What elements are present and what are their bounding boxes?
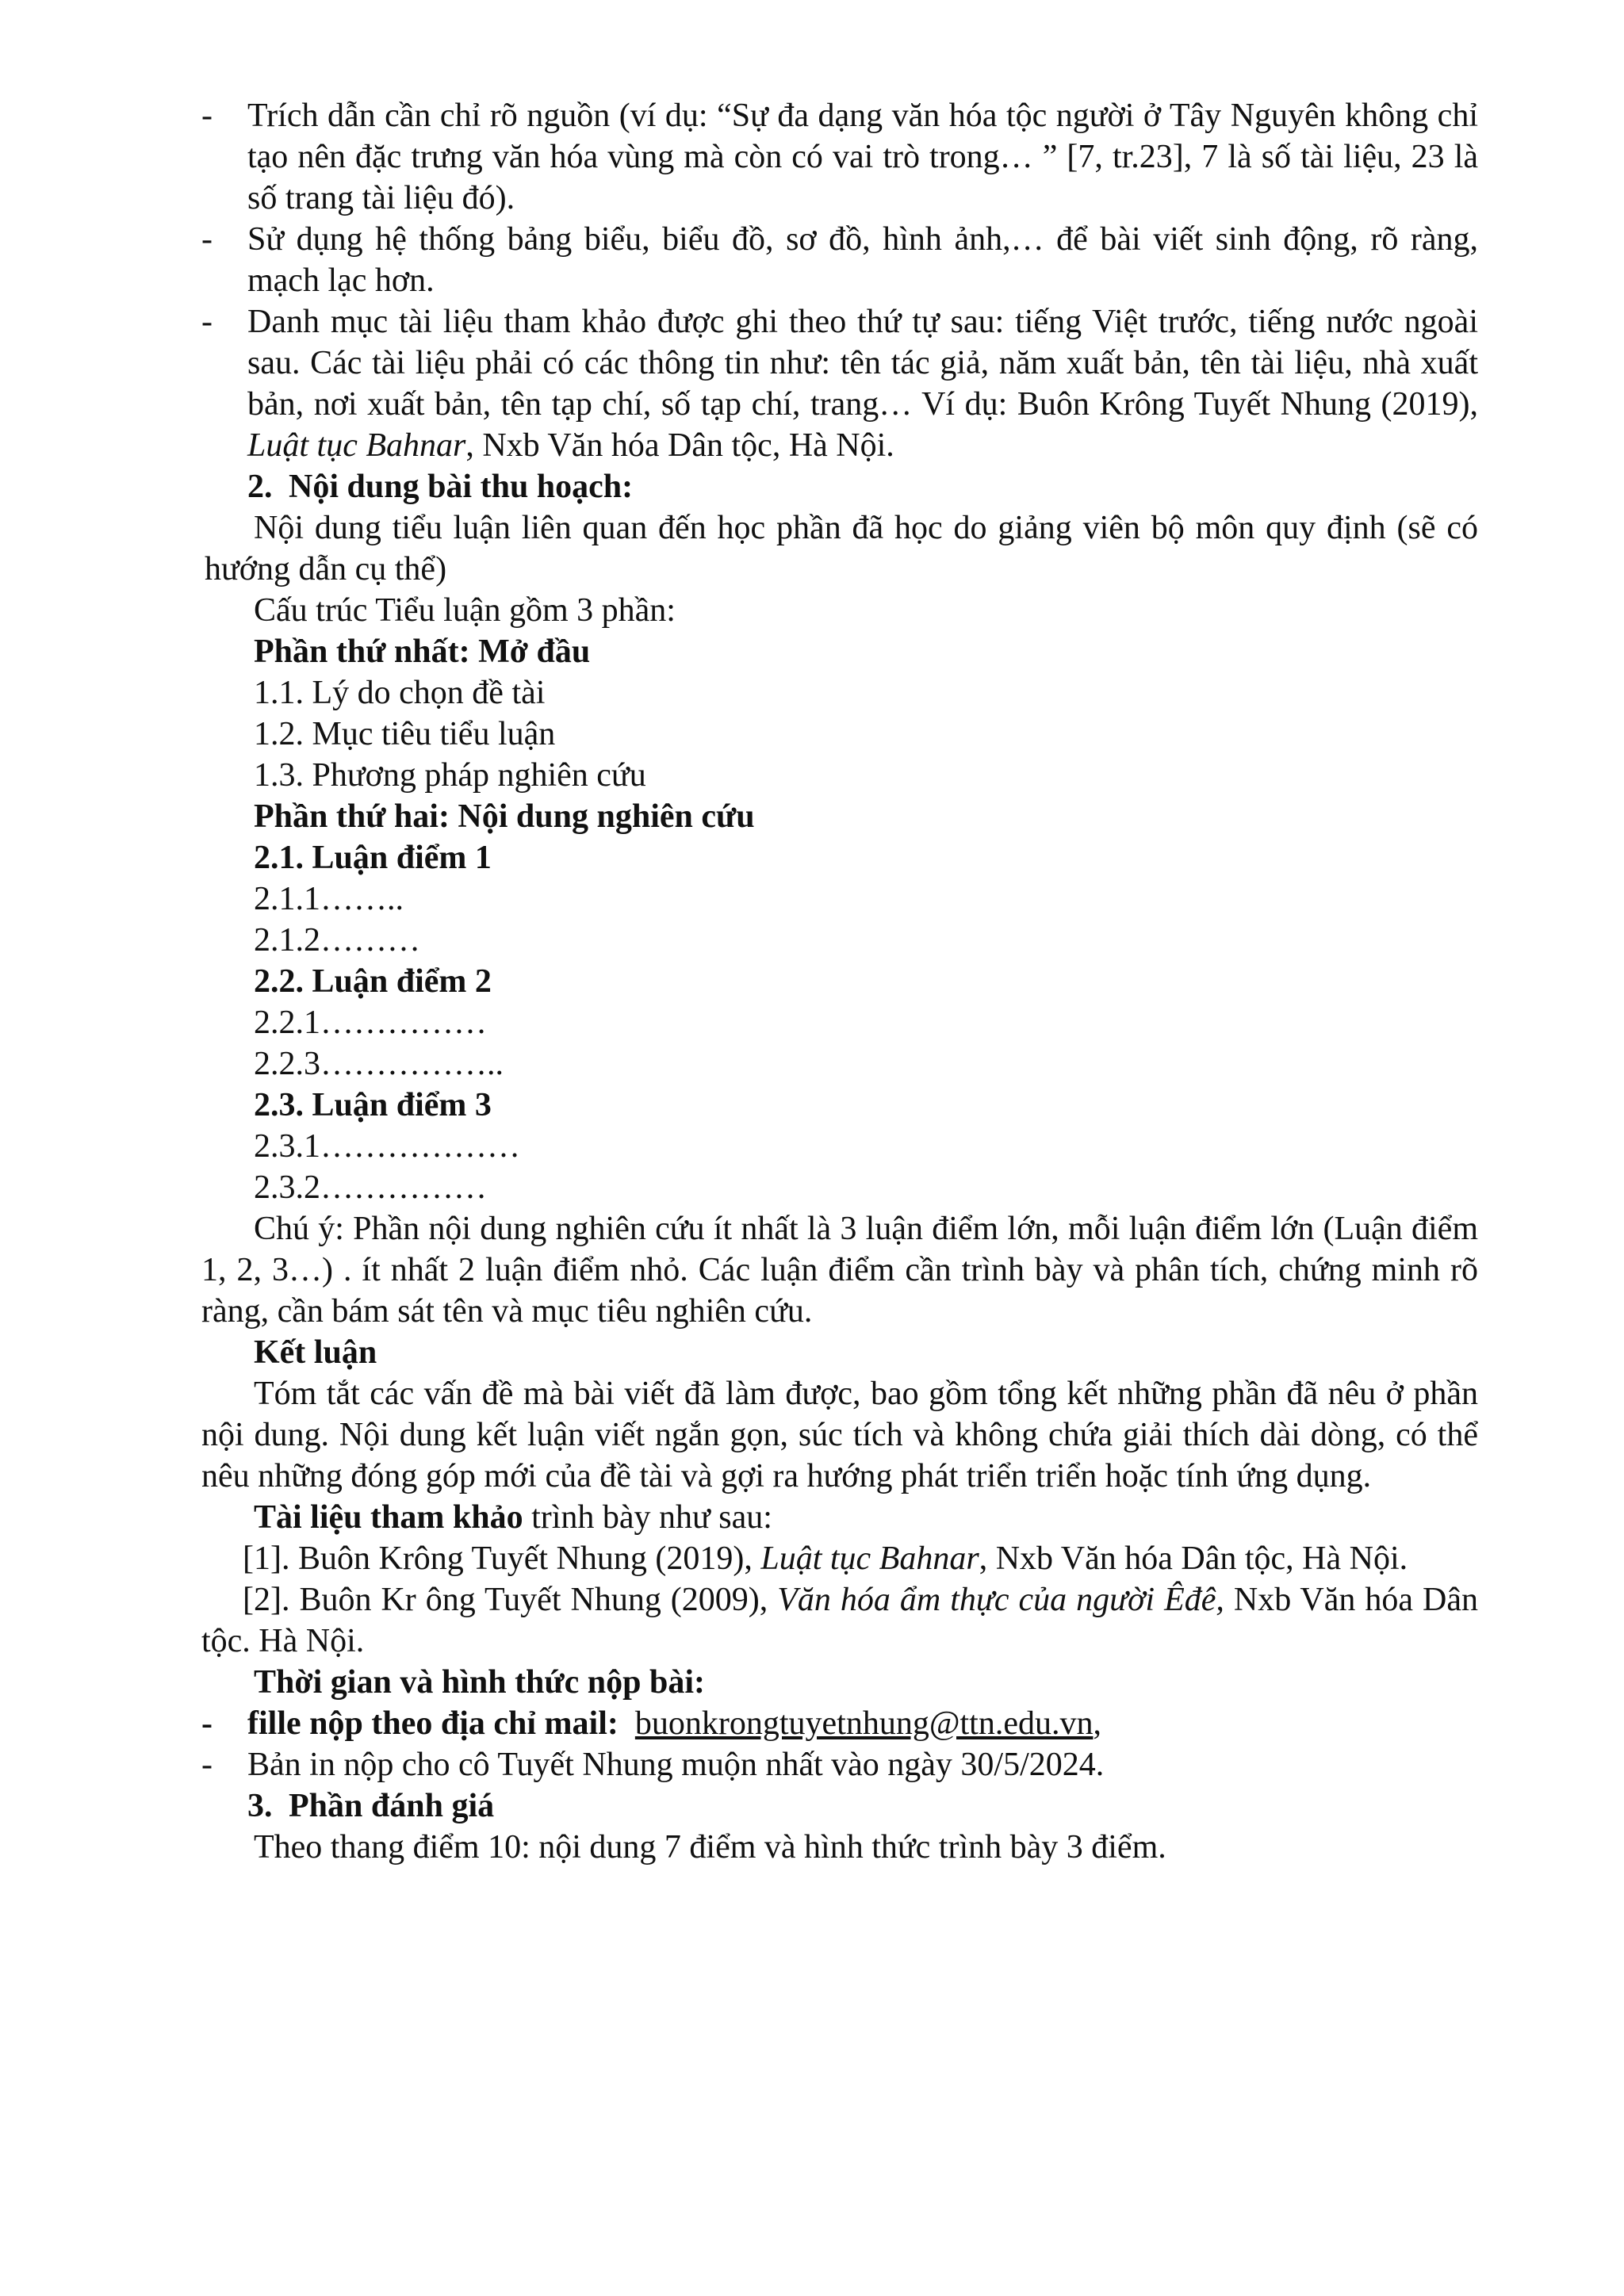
point-title: 2.2. Luận điểm 2 — [254, 963, 492, 1000]
submission-print-text: Bản in nộp cho cô Tuyết Nhung muộn nhất vào ngày 30/5/2024. — [247, 1747, 1105, 1783]
point-sub: 2.1.2……… — [254, 922, 420, 959]
bullet-citation — [201, 95, 1478, 219]
part1-item: 1.3. Phương pháp nghiên cứu — [254, 757, 646, 794]
point-sub: 2.1.1…….. — [254, 881, 404, 917]
part1-heading: Phần thứ nhất: Mở đầu — [254, 633, 591, 670]
section-number: 3. — [247, 1788, 273, 1824]
research-note: Chú ý: Phần nội dung nghiên cứu ít nhất là 3 luận điểm lớn, mỗi luận điểm lớn (Luận điểm 1, 2, 3…) . ít nhất 2 luận điểm nhỏ. Các luận điểm cần trình bày và phân tích, chứng minh rõ ràng, cần bám sát tên và mục tiêu nghiên cứu. — [201, 1211, 1478, 1330]
conclusion-text: Tóm tắt các vấn đề mà bài viết đã làm được, bao gồm tổng kết những phần đã nêu ở phần nội dung. Nội dung kết luận viết ngắn gọn, súc tích và không chứa giải thích dài dòng, có thể nêu những đóng góp mới của đề tài và gợi ra hướng phát triển triển hoặc tính ứng dụng. — [201, 1376, 1478, 1494]
bullet-text: Trích dẫn cần chỉ rõ nguồn (ví dụ: “Sự đa dạng văn hóa tộc người ở Tây Nguyên không chỉ tạo nên đặc trưng văn hóa vùng mà còn có vai trò trong… ” [7, tr.23], 7 là số tài liệu, 23 là số trang tài liệu đó). — [247, 98, 1478, 216]
bullet-references — [201, 301, 1478, 466]
structure-line: Cấu trúc Tiểu luận gồm 3 phần: — [254, 592, 676, 629]
section-number: 2. — [247, 469, 273, 505]
point-title: 2.3. Luận điểm 3 — [254, 1087, 492, 1123]
bullet-dash: - — [201, 1747, 213, 1783]
section-2-heading — [201, 466, 1478, 507]
submission-email-comma: , — [1093, 1705, 1101, 1742]
bullet-book-title: Luật tục Bahnar — [247, 427, 466, 464]
section-title: Phần đánh giá — [289, 1788, 495, 1824]
point-sub: 2.3.2…………… — [254, 1169, 487, 1206]
reference-title: Văn hóa ẩm thực của người Êđê, — [777, 1582, 1224, 1618]
reference-publisher: , Nxb Văn hóa Dân tộc, Hà Nội. — [979, 1540, 1408, 1577]
conclusion-heading: Kết luận — [254, 1334, 377, 1371]
section-2-intro: Nội dung tiểu luận liên quan đến học phần đã học do giảng viên bộ môn quy định (sẽ có hướng dẫn cụ thể) — [205, 510, 1478, 587]
bullet-tables — [201, 219, 1478, 301]
section-title: Nội dung bài thu hoạch: — [289, 469, 634, 505]
bullet-text: Danh mục tài liệu tham khảo được ghi theo thứ tự sau: tiếng Việt trước, tiếng nước ngoài sau. Các tài liệu phải có các thông tin như: tên tác giả, năm xuất bản, tên tài liệu, nhà xuất bản, nơi xuất bản, tên tạp chí, số tạp chí, trang… Ví dụ: Buôn Krông Tuyết Nhung (2019), — [247, 304, 1478, 423]
part2-heading: Phần thứ hai: Nội dung nghiên cứu — [254, 798, 755, 835]
section-3-heading — [201, 1785, 1478, 1827]
document-content — [201, 95, 1478, 1868]
bullet-dash: - — [201, 304, 213, 340]
reference-item — [201, 1538, 1478, 1579]
references-heading-rest: trình bày như sau: — [523, 1499, 772, 1536]
bullet-dash: - — [201, 221, 213, 258]
submission-heading: Thời gian và hình thức nộp bài: — [254, 1664, 705, 1701]
references-heading — [201, 1497, 1478, 1538]
reference-title: Luật tục Bahnar — [760, 1540, 979, 1577]
bullet-text-end: , Nxb Văn hóa Dân tộc, Hà Nội. — [465, 427, 894, 464]
reference-author: [2]. Buôn Kr ông Tuyết Nhung (2009), — [243, 1582, 778, 1618]
bullet-dash: - — [201, 1705, 213, 1742]
submission-email-item — [201, 1703, 1478, 1744]
part1-item: 1.2. Mục tiêu tiểu luận — [254, 716, 556, 752]
submission-email-link[interactable]: buonkrongtuyetnhung@ttn.edu.vn — [634, 1705, 1094, 1742]
reference-publisher: Nxb Văn hóa Dân tộc. Hà Nội. — [201, 1582, 1478, 1659]
part1-item: 1.1. Lý do chọn đề tài — [254, 675, 546, 711]
references-heading-bold: Tài liệu tham khảo — [254, 1499, 523, 1536]
point-sub: 2.2.3…………….. — [254, 1046, 504, 1082]
bullet-dash: - — [201, 98, 213, 134]
submission-email-label: fille nộp theo địa chỉ mail: — [247, 1705, 619, 1742]
reference-item — [201, 1579, 1478, 1662]
submission-print-item — [201, 1744, 1478, 1785]
reference-author: [1]. Buôn Krông Tuyết Nhung (2019), — [243, 1540, 761, 1577]
bullet-text: Sử dụng hệ thống bảng biểu, biểu đồ, sơ đồ, hình ảnh,… để bài viết sinh động, rõ ràng, mạch lạc hơn. — [247, 221, 1478, 299]
grading-text: Theo thang điểm 10: nội dung 7 điểm và hình thức trình bày 3 điểm. — [254, 1829, 1166, 1866]
point-sub: 2.2.1…………… — [254, 1004, 487, 1041]
point-sub: 2.3.1……………… — [254, 1128, 520, 1165]
point-title: 2.1. Luận điểm 1 — [254, 840, 492, 876]
